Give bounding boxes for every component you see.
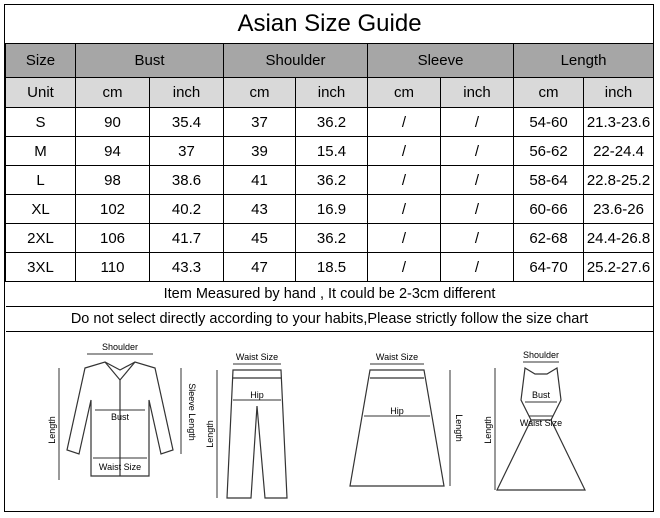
table-cell: / xyxy=(441,137,514,166)
table-cell: 64-70 xyxy=(514,253,584,282)
table-cell: 38.6 xyxy=(150,166,224,195)
shirt-sleeve-label: Sleeve Length xyxy=(187,383,197,441)
skirt-length-label: Length xyxy=(454,414,464,442)
table-cell: 24.4-26.8 xyxy=(584,224,654,253)
table-cell: 25.2-27.6 xyxy=(584,253,654,282)
skirt-waist-label: Waist Size xyxy=(375,352,419,362)
measure-note: Item Measured by hand , It could be 2-3cm different xyxy=(6,282,654,307)
table-cell: 21.3-23.6 xyxy=(584,108,654,137)
table-cell: / xyxy=(441,253,514,282)
size-table xyxy=(5,5,654,332)
table-cell: M xyxy=(6,137,76,166)
dress-diagram xyxy=(485,340,595,512)
table-cell: / xyxy=(441,108,514,137)
table-cell: 36.2 xyxy=(296,166,368,195)
table-cell: 60-66 xyxy=(514,195,584,224)
unit-cell: cm xyxy=(76,78,150,108)
table-cell: 110 xyxy=(76,253,150,282)
advice-note: Do not select directly according to your habits,Please strictly follow the size chart xyxy=(6,307,654,332)
measurement-diagrams xyxy=(5,340,653,512)
table-row xyxy=(6,166,654,195)
unit-cell: cm xyxy=(514,78,584,108)
skirt-hip-label: Hip xyxy=(390,406,404,416)
header-shoulder: Shoulder xyxy=(224,44,368,78)
pants-hip-label: Hip xyxy=(250,390,264,400)
pants-waist-label: Waist Size xyxy=(235,352,279,362)
header-length: Length xyxy=(514,44,654,78)
table-cell: 16.9 xyxy=(296,195,368,224)
table-cell: 90 xyxy=(76,108,150,137)
table-cell: 58-64 xyxy=(514,166,584,195)
table-cell: / xyxy=(368,166,441,195)
shirt-shoulder-label: Shoulder xyxy=(101,342,139,352)
table-cell: 41.7 xyxy=(150,224,224,253)
table-cell: 40.2 xyxy=(150,195,224,224)
table-cell: 39 xyxy=(224,137,296,166)
shirt-length-label: Length xyxy=(47,416,57,444)
shirt-bust-label: Bust xyxy=(110,412,130,422)
dress-length-label: Length xyxy=(483,416,493,444)
header-row xyxy=(6,44,654,78)
table-cell: 43 xyxy=(224,195,296,224)
table-cell: 18.5 xyxy=(296,253,368,282)
table-cell: 23.6-26 xyxy=(584,195,654,224)
table-cell: S xyxy=(6,108,76,137)
table-cell: 36.2 xyxy=(296,224,368,253)
shirt-diagram xyxy=(45,340,195,512)
skirt-icon xyxy=(350,370,444,486)
table-cell: 37 xyxy=(224,108,296,137)
units-row xyxy=(6,78,654,108)
size-guide-sheet xyxy=(4,4,654,512)
table-cell: 3XL xyxy=(6,253,76,282)
pants-diagram xyxy=(205,340,305,512)
table-cell: 22.8-25.2 xyxy=(584,166,654,195)
table-cell: / xyxy=(368,137,441,166)
table-row xyxy=(6,195,654,224)
table-cell: / xyxy=(441,195,514,224)
table-cell: 37 xyxy=(150,137,224,166)
table-cell: 35.4 xyxy=(150,108,224,137)
table-cell: 62-68 xyxy=(514,224,584,253)
table-cell: / xyxy=(441,224,514,253)
header-sleeve: Sleeve xyxy=(368,44,514,78)
table-row xyxy=(6,108,654,137)
table-row xyxy=(6,224,654,253)
header-size: Size xyxy=(6,44,76,78)
table-cell: 15.4 xyxy=(296,137,368,166)
table-cell: 56-62 xyxy=(514,137,584,166)
dress-shoulder-label: Shoulder xyxy=(522,350,560,360)
unit-cell: inch xyxy=(441,78,514,108)
page-title: Asian Size Guide xyxy=(6,5,654,44)
unit-label: Unit xyxy=(6,78,76,108)
table-cell: 106 xyxy=(76,224,150,253)
table-cell: 22-24.4 xyxy=(584,137,654,166)
table-cell: 41 xyxy=(224,166,296,195)
header-bust: Bust xyxy=(76,44,224,78)
unit-cell: cm xyxy=(224,78,296,108)
skirt-diagram xyxy=(340,340,464,512)
table-cell: 54-60 xyxy=(514,108,584,137)
table-row xyxy=(6,253,654,282)
table-cell: / xyxy=(368,224,441,253)
table-cell: / xyxy=(368,195,441,224)
unit-cell: inch xyxy=(150,78,224,108)
table-cell: 94 xyxy=(76,137,150,166)
unit-cell: inch xyxy=(584,78,654,108)
table-cell: 45 xyxy=(224,224,296,253)
table-cell: XL xyxy=(6,195,76,224)
dress-waist-label: Waist Size xyxy=(519,418,563,428)
table-cell: 43.3 xyxy=(150,253,224,282)
table-cell: L xyxy=(6,166,76,195)
table-row xyxy=(6,137,654,166)
table-cell: / xyxy=(368,253,441,282)
unit-cell: cm xyxy=(368,78,441,108)
unit-cell: inch xyxy=(296,78,368,108)
table-cell: 36.2 xyxy=(296,108,368,137)
table-cell: 2XL xyxy=(6,224,76,253)
table-cell: 47 xyxy=(224,253,296,282)
table-cell: 98 xyxy=(76,166,150,195)
dress-icon xyxy=(497,368,585,490)
dress-bust-label: Bust xyxy=(531,390,551,400)
shirt-waist-label: Waist Size xyxy=(98,462,142,472)
pants-length-label: Length xyxy=(205,420,215,448)
table-cell: / xyxy=(441,166,514,195)
table-cell: / xyxy=(368,108,441,137)
table-cell: 102 xyxy=(76,195,150,224)
